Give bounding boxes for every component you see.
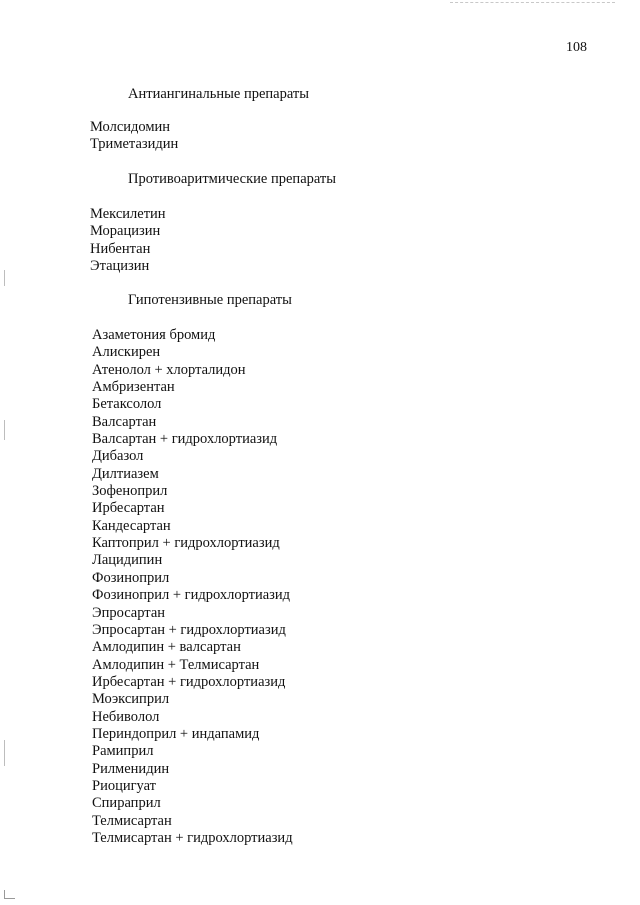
list-item: Фозиноприл	[92, 569, 170, 586]
list-item: Мексилетин	[90, 206, 166, 222]
list-item: Ирбесартан + гидрохлортиазид	[92, 673, 286, 690]
list-item: Лацидипин	[92, 552, 163, 569]
section-heading-antianginal: Антиангинальные препараты	[128, 86, 309, 102]
page-number: 108	[566, 40, 587, 55]
list-item: Небиволол	[92, 708, 160, 725]
list-item: Периндоприл + индапамид	[92, 725, 260, 742]
list-item: Дибазол	[92, 448, 144, 465]
list-item: Амбризентан	[92, 379, 175, 396]
scan-artifact-left	[4, 270, 5, 286]
scan-artifact-top	[450, 2, 615, 5]
section-heading-antiarrhythmic: Противоаритмические препараты	[128, 171, 337, 187]
list-item: Азаметония бромид	[92, 327, 216, 343]
list-item: Валсартан	[92, 413, 157, 430]
list-item: Морацизин	[90, 223, 161, 240]
list-item: Этацизин	[90, 258, 150, 275]
list-item: Кандесартан	[92, 517, 171, 534]
drug-list-antihypertensive	[92, 327, 293, 847]
list-item: Каптоприл + гидрохлортиазид	[92, 535, 280, 552]
list-item: Телмисартан + гидрохлортиазид	[92, 829, 293, 846]
list-item: Нибентан	[90, 240, 151, 257]
list-item: Эпросартан	[92, 604, 166, 621]
list-item: Атенолол + хлорталидон	[92, 361, 246, 378]
drug-list-antianginal	[90, 119, 178, 154]
drug-list-antiarrhythmic	[90, 206, 166, 275]
list-item: Эпросартан + гидрохлортиазид	[92, 621, 286, 638]
section-heading-antihypertensive: Гипотензивные препараты	[128, 292, 292, 308]
scan-artifact-left	[4, 740, 5, 766]
list-item: Ирбесартан	[92, 500, 165, 517]
scan-artifact-left	[4, 420, 5, 440]
list-item: Бетаксолол	[92, 396, 162, 413]
list-item: Фозиноприл + гидрохлортиазид	[92, 587, 291, 604]
scan-artifact-corner	[4, 890, 15, 899]
list-item: Телмисартан	[92, 812, 172, 829]
list-item: Рамиприл	[92, 743, 154, 760]
list-item: Моэксиприл	[92, 691, 170, 708]
list-item: Амлодипин + Телмисартан	[92, 656, 260, 673]
list-item: Риоцигуат	[92, 777, 156, 794]
list-item: Молсидомин	[90, 119, 171, 135]
list-item: Зофеноприл	[92, 483, 168, 500]
list-item: Дилтиазем	[92, 465, 159, 482]
list-item: Валсартан + гидрохлортиазид	[92, 431, 278, 448]
list-item: Спираприл	[92, 795, 161, 812]
list-item: Рилменидин	[92, 760, 170, 777]
list-item: Алискирен	[92, 344, 161, 361]
list-item: Амлодипин + валсартан	[92, 639, 241, 656]
list-item: Триметазидин	[90, 136, 179, 153]
